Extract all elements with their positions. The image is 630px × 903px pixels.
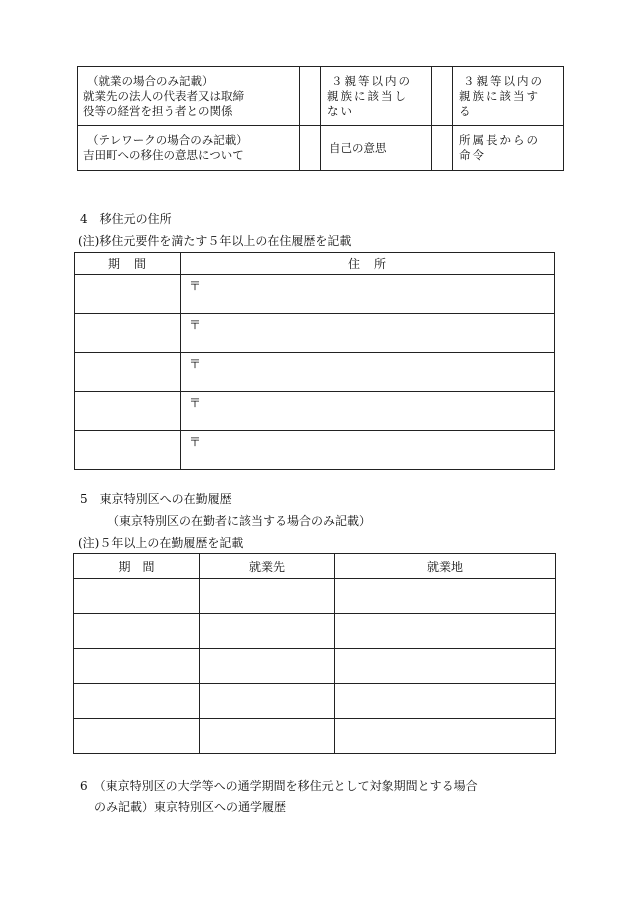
- table-row: [74, 649, 556, 684]
- option-line: 親族に該当す: [459, 88, 540, 103]
- postal-mark: 〒: [189, 357, 202, 371]
- section4-heading: 4 移住元の住所: [80, 212, 172, 226]
- option-relative: [453, 67, 564, 126]
- location-cell[interactable]: [335, 614, 556, 649]
- option-line: ない: [327, 103, 354, 118]
- employer-cell[interactable]: [200, 649, 335, 684]
- table-header-row: [75, 253, 555, 275]
- address-cell[interactable]: [181, 314, 555, 353]
- table-row: [74, 684, 556, 719]
- relationship-label: [78, 67, 300, 126]
- section5-subheading: （東京特別区の在勤者に該当する場合のみ記載）: [107, 514, 372, 528]
- address-cell[interactable]: [181, 275, 555, 314]
- table-row: [74, 614, 556, 649]
- period-cell[interactable]: [75, 431, 181, 470]
- period-cell[interactable]: [74, 614, 200, 649]
- checkbox-cell-order[interactable]: [432, 126, 453, 171]
- table-row: [75, 431, 555, 470]
- section5-heading: 5 東京特別区への在勤履歴: [80, 492, 232, 506]
- label-line: 吉田町への移住の意思について: [83, 148, 244, 162]
- option-not-relative: [321, 67, 432, 126]
- postal-mark: 〒: [189, 435, 202, 449]
- checkbox-cell-relative[interactable]: [432, 67, 453, 126]
- label-line: （就業の場合のみ記載）: [87, 73, 214, 88]
- period-cell[interactable]: [74, 684, 200, 719]
- employment-history-table: [73, 553, 556, 754]
- table-row: [74, 579, 556, 614]
- location-cell[interactable]: [335, 719, 556, 754]
- period-header: 期 間: [75, 253, 181, 275]
- table-row: [78, 126, 564, 171]
- label-line: 役等の経営を担う者との関係: [83, 103, 233, 118]
- option-line: 親族に該当し: [327, 88, 408, 103]
- address-cell[interactable]: [181, 431, 555, 470]
- checkbox-cell-own-will[interactable]: [300, 126, 321, 171]
- location-cell[interactable]: [335, 649, 556, 684]
- address-header: 住 所: [181, 253, 555, 275]
- address-cell[interactable]: [181, 353, 555, 392]
- table-row: [75, 392, 555, 431]
- postal-mark: 〒: [189, 396, 202, 410]
- period-header: 期 間: [74, 554, 200, 579]
- employer-header: 就業先: [200, 554, 335, 579]
- table-header-row: [74, 554, 556, 579]
- option-line: 自己の意思: [329, 140, 387, 155]
- table-row: [78, 67, 564, 126]
- section5-note: (注)５年以上の在勤履歴を記載: [78, 536, 244, 550]
- section6-heading: 6 （東京特別区の大学等への通学期間を移住元として対象期間とする場合: [80, 779, 478, 793]
- table-row: [74, 719, 556, 754]
- period-cell[interactable]: [74, 649, 200, 684]
- section4-note: (注)移住元要件を満たす５年以上の在住履歴を記載: [78, 234, 352, 248]
- postal-mark: 〒: [189, 279, 202, 293]
- period-cell[interactable]: [75, 314, 181, 353]
- intent-label: [78, 126, 300, 171]
- employer-cell[interactable]: [200, 579, 335, 614]
- option-line: 所属長からの: [459, 133, 540, 147]
- address-cell[interactable]: [181, 392, 555, 431]
- label-line: 就業先の法人の代表者又は取締: [83, 88, 244, 103]
- option-own-will: [321, 126, 432, 171]
- employer-cell[interactable]: [200, 614, 335, 649]
- period-cell[interactable]: [75, 353, 181, 392]
- location-cell[interactable]: [335, 579, 556, 614]
- relationship-intent-table: [77, 66, 564, 171]
- employer-cell[interactable]: [200, 684, 335, 719]
- table-row: [75, 353, 555, 392]
- employer-cell[interactable]: [200, 719, 335, 754]
- period-cell[interactable]: [74, 719, 200, 754]
- postal-mark: 〒: [189, 318, 202, 332]
- checkbox-cell-not-relative[interactable]: [300, 67, 321, 126]
- option-order: [453, 126, 564, 171]
- period-cell[interactable]: [74, 579, 200, 614]
- option-line: る: [459, 103, 473, 118]
- location-cell[interactable]: [335, 684, 556, 719]
- previous-address-table: [74, 252, 555, 470]
- label-line: （テレワークの場合のみ記載）: [87, 133, 248, 147]
- option-line: 命令: [459, 148, 486, 162]
- period-cell[interactable]: [75, 275, 181, 314]
- table-row: [75, 314, 555, 353]
- period-cell[interactable]: [75, 392, 181, 431]
- section6-heading-continued: のみ記載）東京特別区への通学履歴: [94, 800, 287, 814]
- table-row: [75, 275, 555, 314]
- location-header: 就業地: [335, 554, 556, 579]
- option-line: ３親等以内の: [463, 73, 544, 88]
- option-line: ３親等以内の: [331, 73, 412, 88]
